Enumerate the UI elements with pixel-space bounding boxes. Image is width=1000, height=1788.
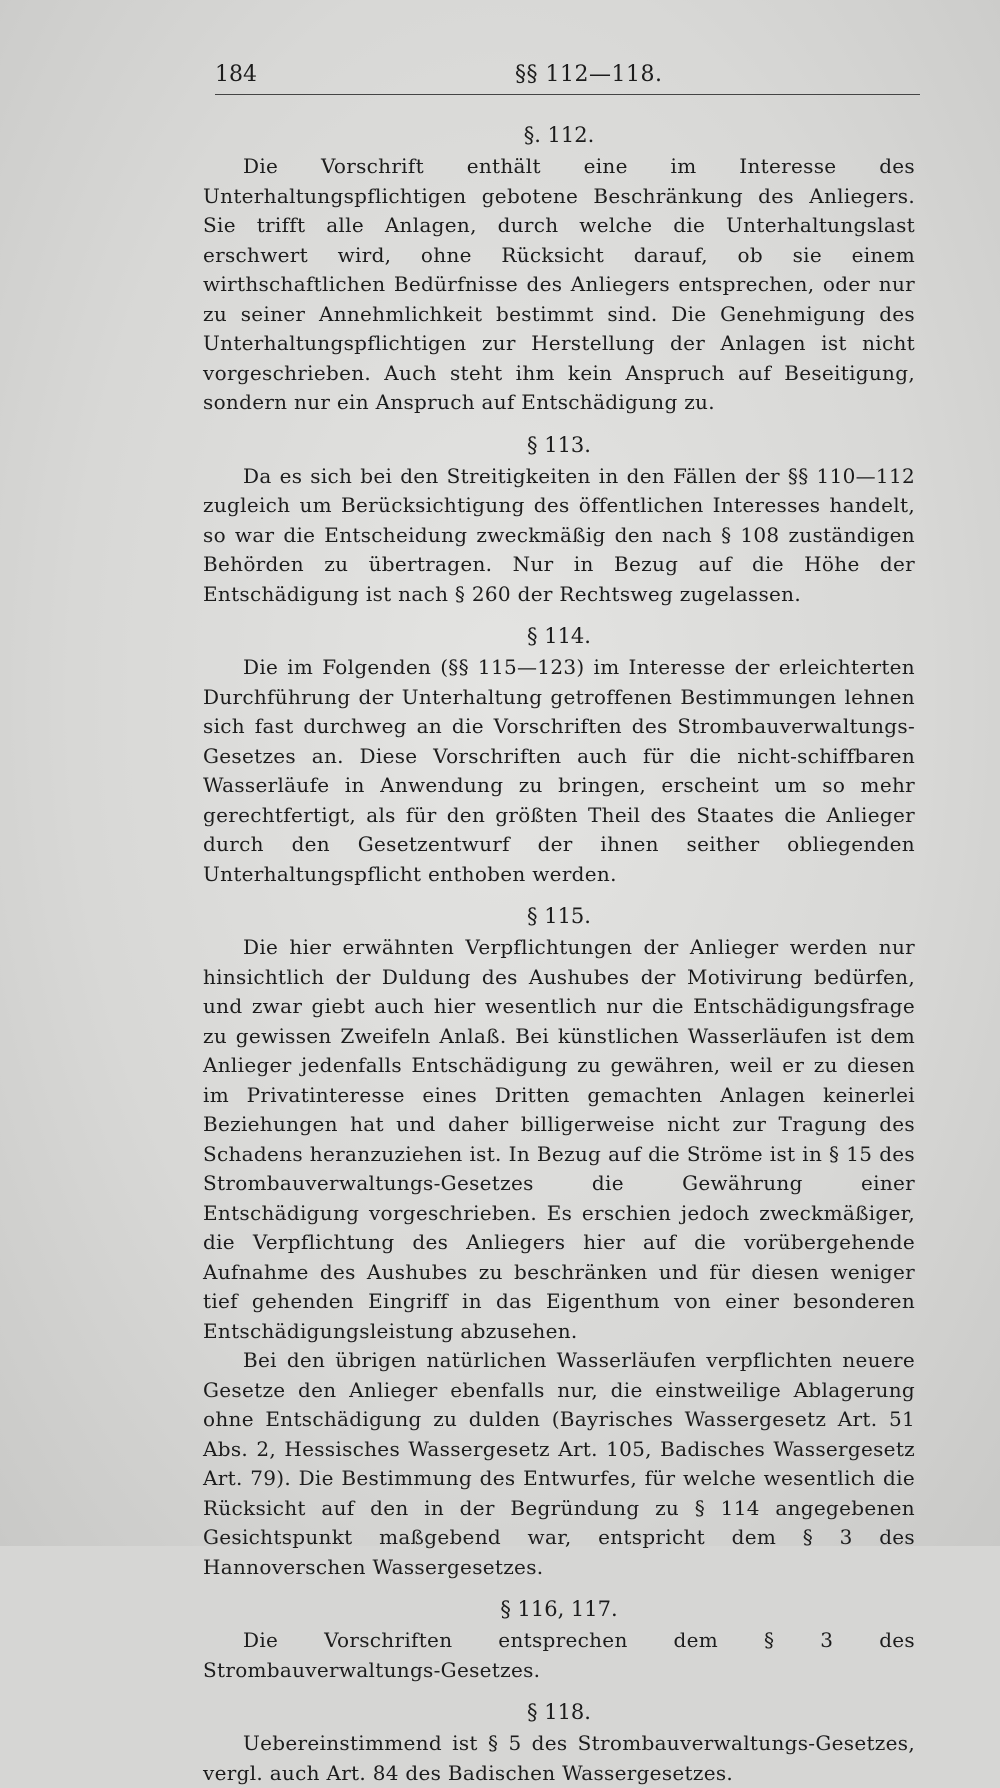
section-118: [203, 1695, 915, 1788]
section-heading: § 113.: [527, 432, 591, 457]
paragraph: Bei den übrigen natürlichen Wasserläufen verpflichten neuere Gesetze den Anlieger ebenfalls nur, die einstweilige Ablagerung ohne Entschädigung zu dulden (Bayrisches Wassergesetz Art. 51 Abs. 2, Hessisches Wassergesetz Art. 105, Badisches Wassergesetz Art. 79). Die Bestimmung des Entwurfes, für welche wesentlich die Rücksicht auf den in der Begründung zu § 114 angegebenen Gesichtspunkt maßgebend war, entspricht dem § 3 des Hannoverschen Wassergesetzes.: [203, 1348, 915, 1579]
section-112: [203, 118, 915, 418]
section-heading: § 114.: [527, 624, 591, 648]
section-heading: § 116, 117.: [500, 1597, 618, 1621]
paragraph: Da es sich bei den Streitigkeiten in den Fällen der §§ 110—112 zugleich um Berücksichtigung des öffentlichen Interesses handelt, so war die Entscheidung zweckmäßig den nach § 108 zuständigen Behörden zu übertragen. Nur in Bezug auf die Höhe der Entschädigung ist nach § 260 der Rechtsweg zugelassen.: [203, 463, 915, 606]
paragraph: Die Vorschrift enthält eine im Interesse des Unterhaltungspflichtigen gebotene Beschränkung des Anliegers. Sie trifft alle Anlagen, durch welche die Unterhaltungslast erschwert wird, ohne Rücksicht darauf, ob sie einem wirthschaftlichen Bedürfnisse des Anliegers entsprechen, oder nur zu seiner Annehmlichkeit bestimmt sind. Die Genehmigung des Unterhaltungspflichtigen zur Herstellung der Anlagen ist nicht vorgeschrieben. Auch steht ihm kein Anspruch auf Beseitigung, sondern nur ein Anspruch auf Entschädigung zu.: [203, 154, 915, 414]
paragraph: Uebereinstimmend ist § 5 des Strombauverwaltungs-Gesetzes, vergl. auch Art. 84 des Badischen Wassergesetzes.: [203, 1731, 915, 1785]
section-113: [203, 428, 915, 610]
section-114: [203, 619, 915, 889]
section-115: [203, 899, 915, 1582]
body-text: [203, 118, 915, 1788]
section-heading: § 115.: [527, 904, 591, 928]
section-heading: § 118.: [527, 1700, 591, 1724]
page-number: 184: [215, 62, 257, 87]
section-heading: §. 112.: [523, 123, 595, 147]
page-header: [215, 62, 920, 95]
running-head: §§ 112—118.: [515, 62, 663, 87]
paragraph: Die im Folgenden (§§ 115—123) im Interesse der erleichterten Durchführung der Unterhaltung getroffenen Bestimmungen lehnen sich fast durchweg an die Vorschriften des Strombauverwaltungs-Gesetzes an. Diese Vorschriften auch für die nicht-schiffbaren Wasserläufe in Anwendung zu bringen, erscheint um so mehr gerechtfertigt, als für den größten Theil des Staates die Anlieger durch den Gesetzentwurf der ihnen seither obliegenden Unterhaltungspflicht enthoben werden.: [203, 655, 915, 886]
paragraph: Die hier erwähnten Verpflichtungen der Anlieger werden nur hinsichtlich der Duldung des Aushubes der Motivirung bedürfen, und zwar giebt auch hier wesentlich nur die Entschädigungsfrage zu gewissen Zweifeln Anlaß. Bei künstlichen Wasserläufen ist dem Anlieger jedenfalls Entschädigung zu gewähren, weil er zu diesen im Privatinteresse eines Dritten gemachten Anlagen keinerlei Beziehungen hat und daher billigerweise nicht zur Tragung des Schadens heranzuziehen ist. In Bezug auf die Ströme ist in § 15 des Strombauverwaltungs-Gesetzes die Gewährung einer Entschädigung vorgeschrieben. Es erschien jedoch zweckmäßiger, die Verpflichtung des Anliegers hier auf die vorübergehende Aufnahme des Aushubes zu beschränken und für diesen weniger tief gehenden Eingriff in das Eigenthum von einer besonderen Entschädigungsleistung abzusehen.: [203, 935, 915, 1343]
paragraph: Die Vorschriften entsprechen dem § 3 des Strombauverwaltungs-Gesetzes.: [203, 1628, 915, 1682]
section-116-117: [203, 1592, 915, 1685]
